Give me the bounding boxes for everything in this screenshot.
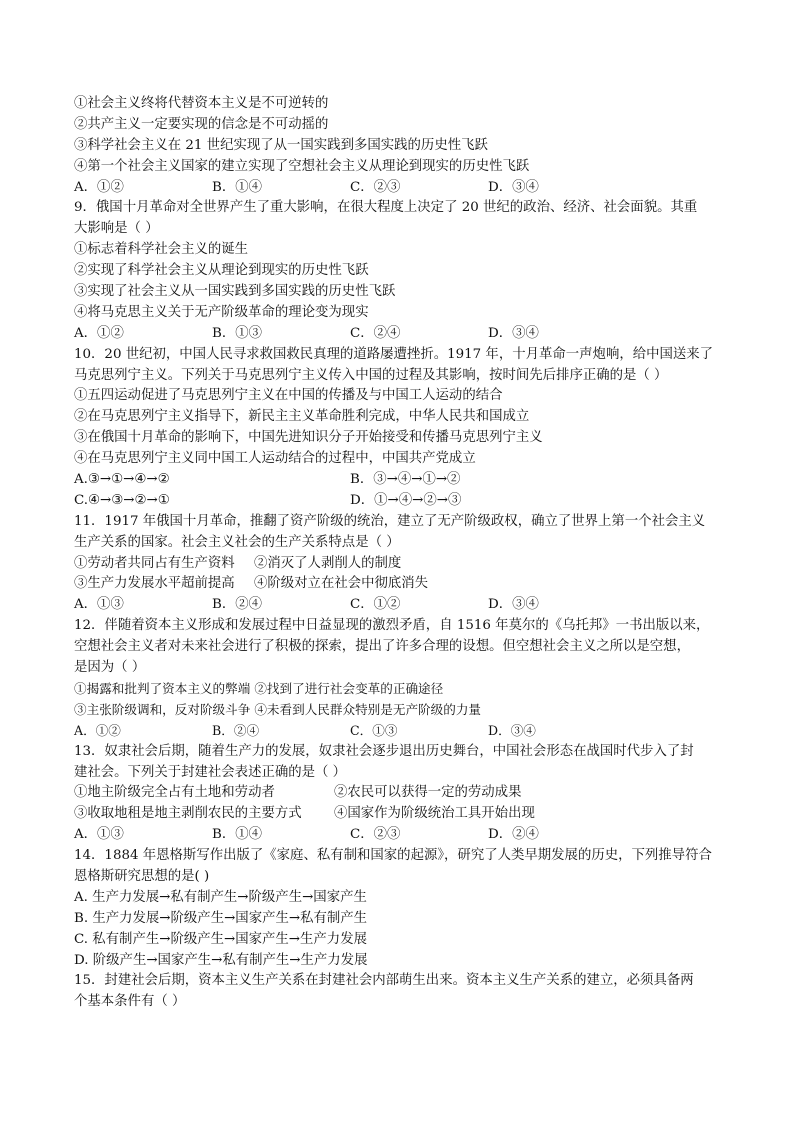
q12-stem: 12．伴随着资本主义形成和发展过程中日益显现的激烈矛盾，自 1516 年莫尔的《乌托邦》一书出版以来， xyxy=(74,618,710,634)
q11-stem: 生产关系的国家。社会主义社会的生产关系特点是（ ） xyxy=(74,534,400,550)
q10-stem: 马克思列宁主义。下列关于马克思列宁主义传入中国的过程及其影响，按时间先后排序正确的是（ ） xyxy=(74,367,668,383)
q11-options xyxy=(74,595,734,616)
q8-item: ③科学社会主义在 21 世纪实现了从一国实践到多国实践的历史性飞跃 xyxy=(74,137,488,153)
q10-option-d: D．①→④→②→③ xyxy=(350,492,462,508)
q14-option-c: C. 私有制产生→阶级产生→国家产生→生产力发展 xyxy=(74,931,367,947)
q13-items-row xyxy=(74,804,734,825)
q9-item: ④将马克思主义关于无产阶级革命的理论变为现实 xyxy=(74,304,369,320)
q11-items-row xyxy=(74,574,734,595)
q10-options-row xyxy=(74,470,734,491)
q15-stem: 15．封建社会后期，资本主义生产关系在封建社会内部萌生出来。资本主义生产关系的建立，必须具备两 xyxy=(74,973,694,989)
q9-option-c: C．②④ xyxy=(350,325,401,341)
q11-option-d: D．③④ xyxy=(488,597,539,613)
q10-item: ②在马克思列宁主义指导下，新民主主义革命胜利完成，中华人民共和国成立 xyxy=(74,409,530,425)
q8-item: ④第一个社会主义国家的建立实现了空想社会主义从理论到现实的历史性飞跃 xyxy=(74,158,530,174)
q9-option-d: D．③④ xyxy=(488,325,539,341)
q14-stem: 恩格斯研究思想的是( ) xyxy=(74,868,210,884)
q14-stem: 14．1884 年恩格斯写作出版了《家庭、私有制和国家的起源》，研究了人类早期发展的历史，下列推导符合 xyxy=(74,848,712,864)
q11-option-a: A．①③ xyxy=(74,597,124,613)
q14-option-d: D. 阶级产生→国家产生→私有制产生→生产力发展 xyxy=(74,952,368,968)
q8-option-d: D．③④ xyxy=(488,179,539,195)
q13-option-c: C．②③ xyxy=(350,827,401,843)
q11-option-b: B．②④ xyxy=(212,597,263,613)
q10-option-c: C.④→③→②→① xyxy=(74,492,170,508)
q11-stem: 11．1917 年俄国十月革命，推翻了资产阶级的统治，建立了无产阶级政权，确立了世界上第一个社会主义 xyxy=(74,513,706,529)
q12-option-c: C．①③ xyxy=(350,722,398,738)
q13-option-d: D．②④ xyxy=(488,827,539,843)
q10-item: ①五四运动促进了马克思列宁主义在中国的传播及与中国工人运动的结合 xyxy=(74,388,503,404)
q13-stem: 13．奴隶社会后期，随着生产力的发展，奴隶社会逐步退出历史舞台，中国社会形态在战国时代步入了封 xyxy=(74,743,694,759)
q8-option-a: A．①② xyxy=(74,179,124,195)
q12-option-b: B．②④ xyxy=(212,722,260,738)
q11-items-row xyxy=(74,554,734,575)
q11-option-c: C．①② xyxy=(350,597,401,613)
q9-options xyxy=(74,324,734,345)
q12-option-d: D．③④ xyxy=(488,722,536,738)
q11-item: ④阶级对立在社会中彻底消失 xyxy=(254,576,429,592)
q12-item: ①揭露和批判了资本主义的弊端 ②找到了进行社会变革的正确途径 xyxy=(74,680,444,696)
q8-item: ①社会主义终将代替资本主义是不可逆转的 xyxy=(74,96,329,111)
q8-options xyxy=(74,178,734,199)
q9-stem: 9．俄国十月革命对全世界产生了重大影响，在很大程度上决定了 20 世纪的政治、经济、社会面貌。其重 xyxy=(74,200,698,216)
q12-item: ③主张阶级调和，反对阶级斗争 ④未看到人民群众特别是无产阶级的力量 xyxy=(74,701,482,717)
q11-item: ③生产力发展水平超前提高 xyxy=(74,576,235,592)
q8-item: ②共产主义一定要实现的信念是不可动摇的 xyxy=(74,116,329,132)
q10-option-b: B．③→④→①→② xyxy=(350,472,461,488)
q12-options xyxy=(74,721,734,742)
q11-item: ①劳动者共同占有生产资料 xyxy=(74,555,235,571)
q9-stem: 大影响是（ ） xyxy=(74,221,159,237)
q9-option-b: B．①③ xyxy=(212,325,263,341)
q12-option-a: A．①② xyxy=(74,722,121,738)
q13-options xyxy=(74,825,734,846)
q9-item: ③实现了社会主义从一国实践到多国实践的历史性飞跃 xyxy=(74,284,396,300)
q13-item: ②农民可以获得一定的劳动成果 xyxy=(334,785,522,801)
q8-option-b: B．①④ xyxy=(212,179,263,195)
q15-stem: 个基本条件有（ ） xyxy=(74,994,186,1010)
q13-stem: 建社会。下列关于封建社会表述正确的是（ ） xyxy=(74,764,347,780)
q10-options-row xyxy=(74,491,734,512)
q9-option-a: A．①② xyxy=(74,325,124,341)
q10-stem: 10．20 世纪初，中国人民寻求救国救民真理的道路屡遭挫折。1917 年，十月革命一声炮响，给中国送来了 xyxy=(74,346,714,362)
q13-item: ③收取地租是地主剥削农民的主要方式 xyxy=(74,806,302,822)
q14-option-b: B. 生产力发展→阶级产生→国家产生→私有制产生 xyxy=(74,910,368,926)
q13-option-b: B．①④ xyxy=(212,827,263,843)
q10-item: ③在俄国十月革命的影响下，中国先进知识分子开始接受和传播马克思列宁主义 xyxy=(74,430,543,446)
q11-item: ②消灭了人剥削人的制度 xyxy=(254,555,402,571)
q13-items-row xyxy=(74,783,734,804)
q14-option-a: A. 生产力发展→私有制产生→阶级产生→国家产生 xyxy=(74,889,367,905)
q10-item: ④在马克思列宁主义同中国工人运动结合的过程中，中国共产党成立 xyxy=(74,451,476,467)
q12-stem: 是因为（ ） xyxy=(74,660,146,676)
q10-option-a: A.③→①→④→② xyxy=(74,472,170,488)
q9-item: ②实现了科学社会主义从理论到现实的历史性飞跃 xyxy=(74,263,369,279)
q12-stem: 空想社会主义者对未来社会进行了积极的探索，提出了许多合理的设想。但空想社会主义之所以是空想， xyxy=(74,639,690,655)
exam-content xyxy=(74,94,734,1013)
q13-item: ①地主阶级完全占有土地和劳动者 xyxy=(74,785,275,801)
q8-option-c: C．②③ xyxy=(350,179,401,195)
q13-option-a: A．①③ xyxy=(74,827,124,843)
q9-item: ①标志着科学社会主义的诞生 xyxy=(74,242,249,258)
q13-item: ④国家作为阶级统治工具开始出现 xyxy=(334,806,535,822)
